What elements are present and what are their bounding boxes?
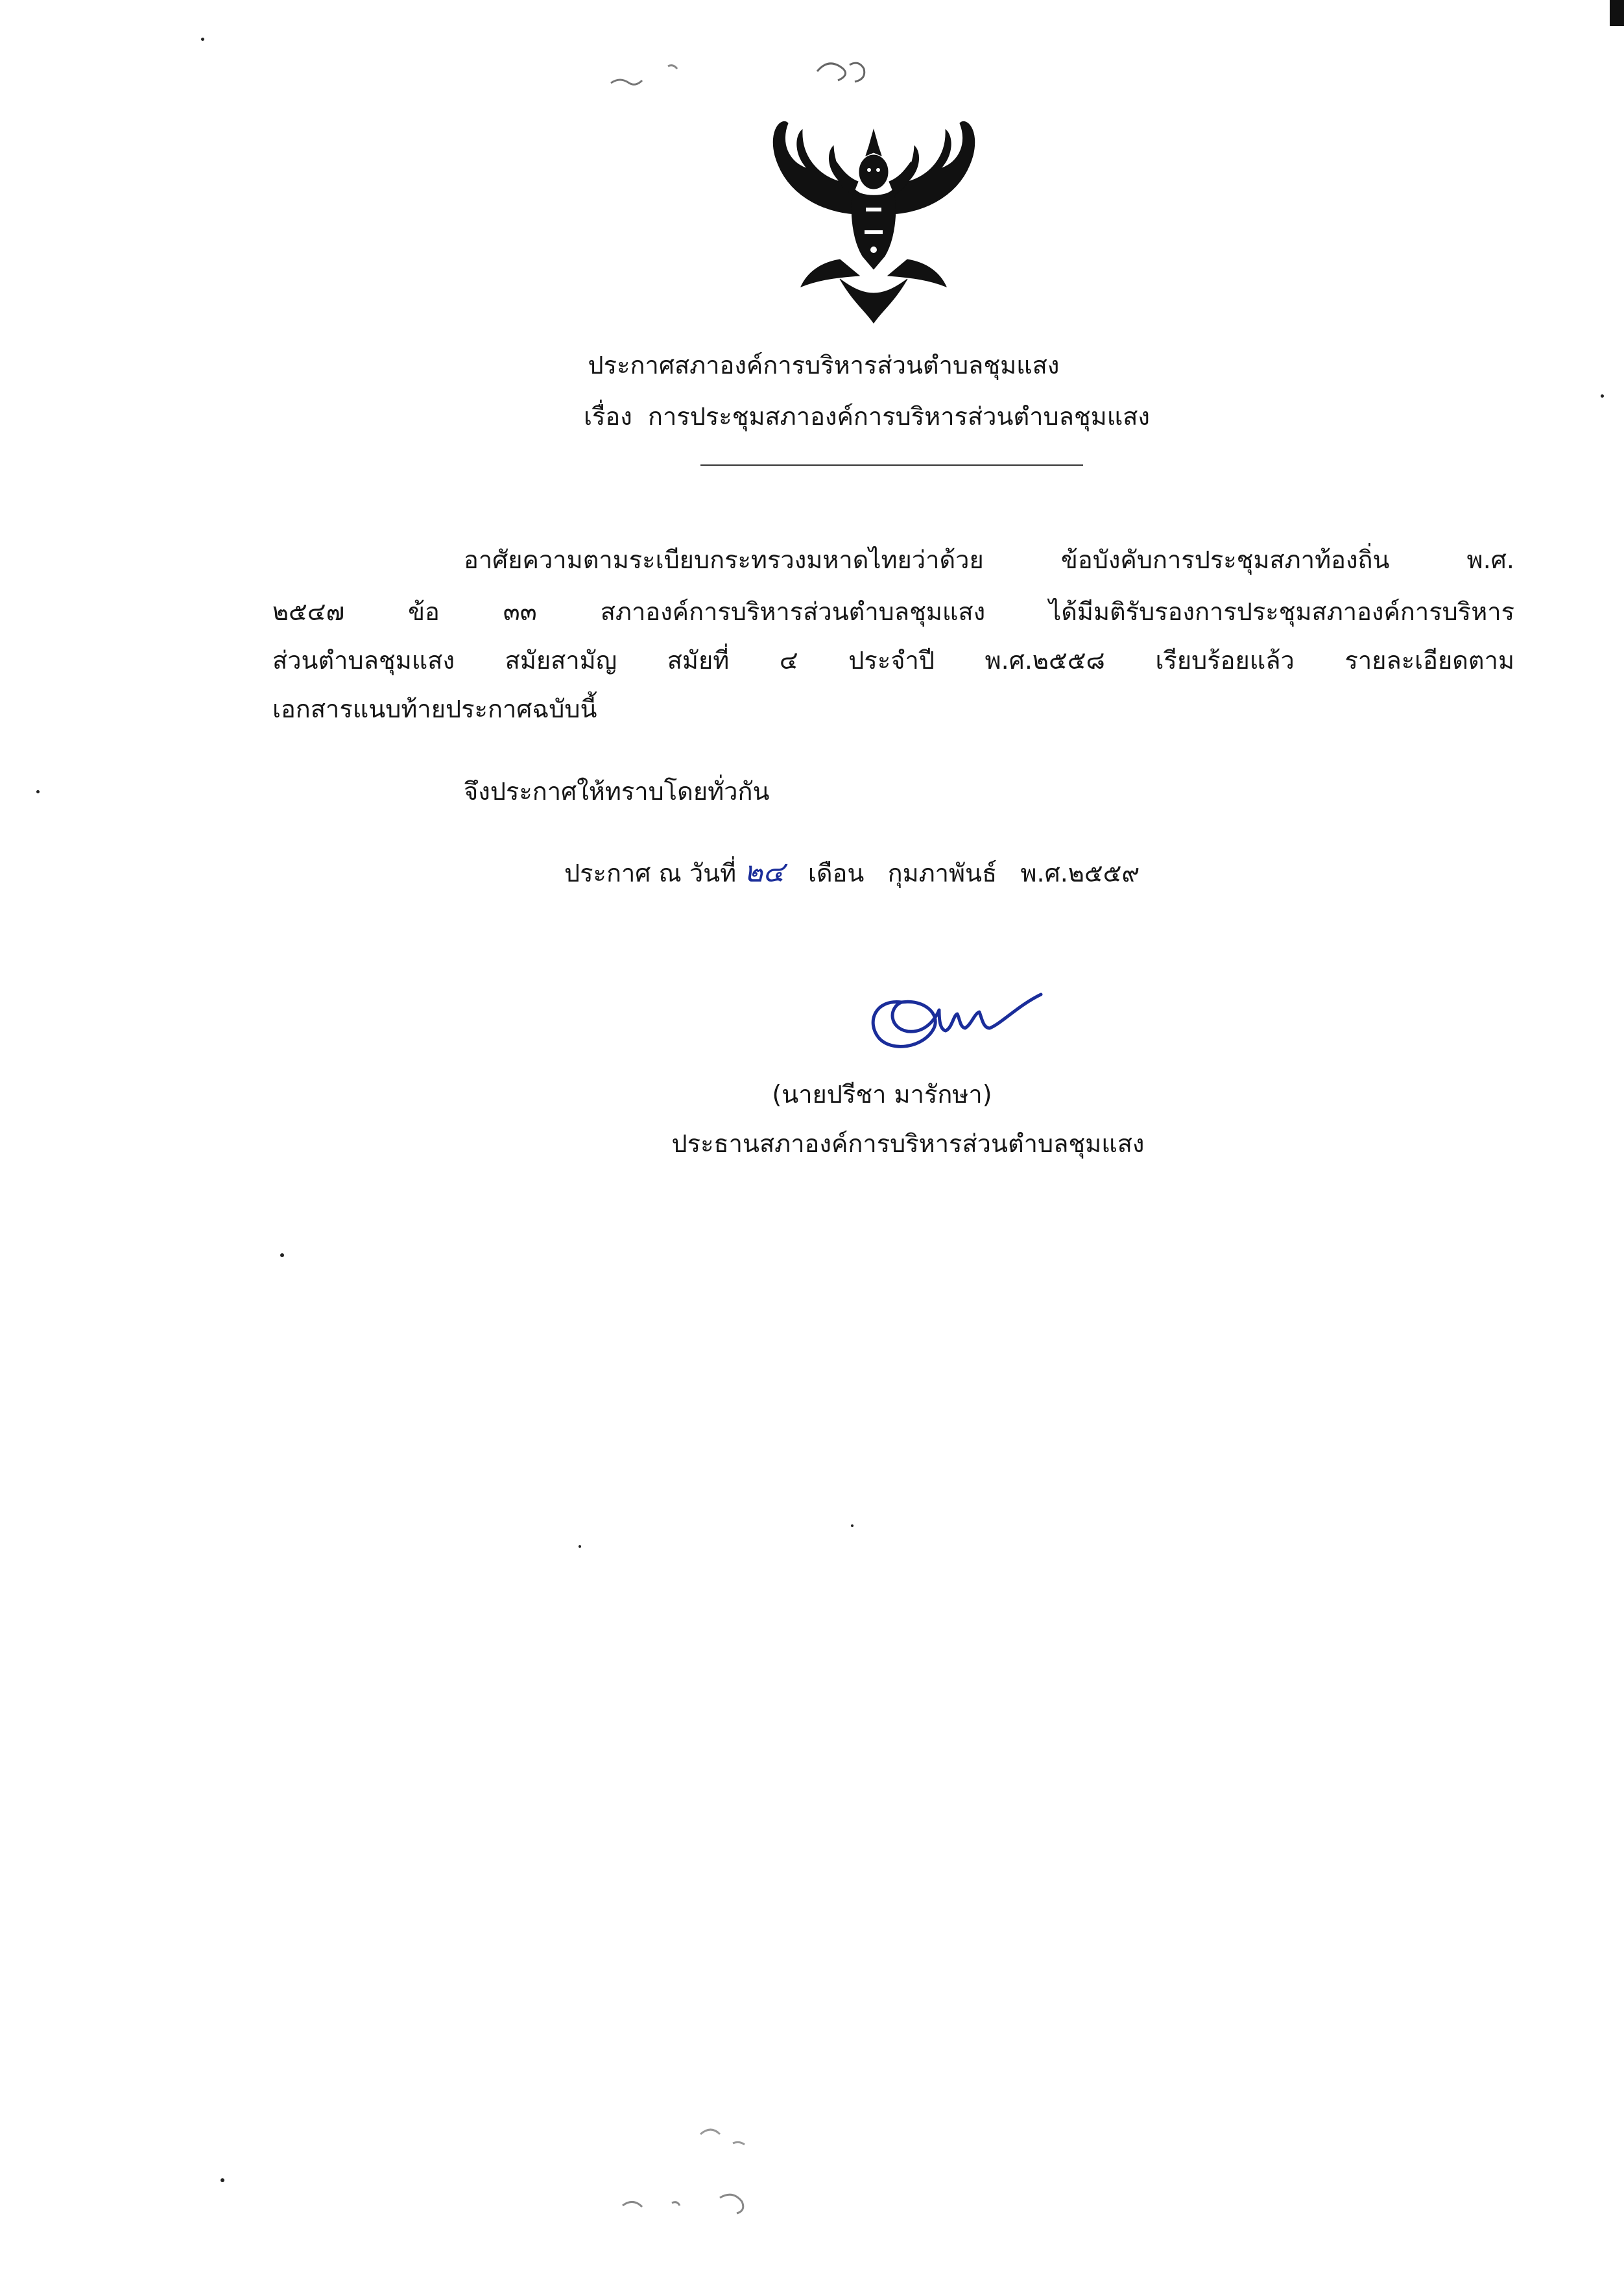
date-month: กุมภาพันธ์: [887, 859, 997, 887]
scan-speck: [1601, 394, 1604, 398]
body-line: เอกสารแนบท้ายประกาศฉบับนี้: [272, 695, 597, 723]
stray-scribble-bottom: [610, 2115, 817, 2231]
scan-speck: [851, 1524, 854, 1527]
scan-speck: [221, 2178, 224, 2182]
announcement-title: ประกาศสภาองค์การบริหารส่วนตำบลชุมแสง: [588, 351, 1060, 379]
body-line: ๒๕๔๗ ข้อ ๓๓ สภาองค์การบริหารส่วนตำบลชุมแสง ได้มีมติรับรองการประชุมสภาองค์การบริหาร: [272, 597, 1514, 626]
date-month-label: เดือน: [807, 859, 865, 887]
scan-edge-mark: [1610, 0, 1624, 26]
signatory-position: ประธานสภาองค์การบริหารส่วนตำบลชุมแสง: [671, 1129, 1145, 1158]
header-divider: [700, 464, 1083, 466]
closing-statement: จึงประกาศให้ทราบโดยทั่วกัน: [464, 777, 770, 806]
body-line: อาศัยความตามระเบียบกระทรวงมหาดไทยว่าด้วย ข้อบังคับการประชุมสภาท้องถิ่น พ.ศ.: [464, 546, 1514, 574]
subject-line: [584, 400, 1150, 433]
signatory-name: (นายปรีชา มารักษา): [772, 1080, 992, 1109]
date-prefix: ประกาศ ณ วันที่: [564, 859, 737, 887]
scan-speck: [280, 1253, 284, 1257]
announcement-date: [564, 856, 1140, 889]
scan-speck: [36, 790, 40, 793]
stray-scribble-top: [603, 52, 914, 104]
date-day-handwritten: ๒๔: [744, 856, 785, 889]
scan-speck: [579, 1545, 581, 1548]
date-year: พ.ศ.๒๕๕๙: [1020, 859, 1140, 887]
subject-label: เรื่อง: [584, 402, 632, 431]
handwritten-signature-icon: [863, 976, 1057, 1061]
garuda-emblem-icon: [762, 117, 986, 324]
body-line: ส่วนตำบลชุมแสง สมัยสามัญ สมัยที่ ๔ ประจำปี พ.ศ.๒๕๕๘ เรียบร้อยแล้ว รายละเอียดตาม: [272, 646, 1514, 675]
subject-text: การประชุมสภาองค์การบริหารส่วนตำบลชุมแสง: [647, 402, 1150, 431]
scan-speck: [201, 38, 204, 41]
